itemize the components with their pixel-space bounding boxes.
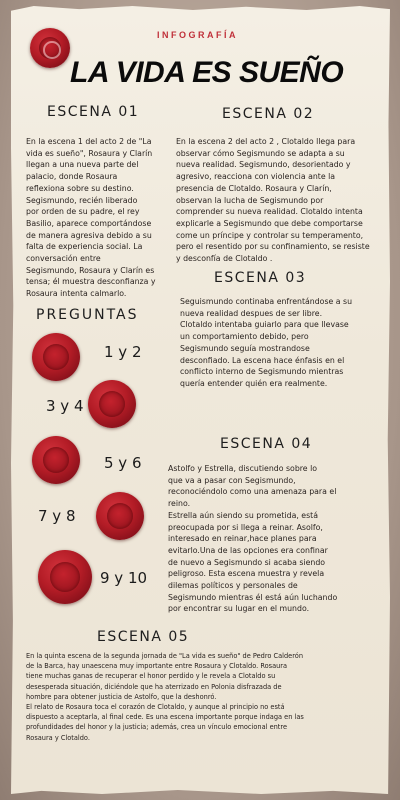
scene-1-text: En la escena 1 del acto 2 de "La vida es sueño", Rosaura y Clarín llegan a una nueva parte del palacio, donde Rosaura reflexiona sobre su destino. Segismundo, recién liberado por orden de su padre, el rey Basilio, aparece comportándose de manera agresiva debido a su falta de experiencia social. La conversación entre Segismundo, Rosaura y Clarín es tensa; él muestra desconfianza y Rosaura intenta calmarlo.	[26, 137, 156, 299]
scene-3-text: Seguismundo continaba enfrentándose a su nueva realidad despues de ser libre. Clotaldo intentaba guiarlo para que llevase un comportamiento debido, pero Segismundo seguía mostrandose desconfiado. La escena hace énfasis en el conflicto interno de Segismundo mientras quería entender quién era realmente.	[180, 297, 353, 388]
scene-3-heading: ESCENA 03	[214, 270, 307, 286]
wax-seal-icon	[38, 550, 92, 604]
wax-seal-icon	[88, 380, 136, 428]
preguntas-heading: PREGUNTAS	[36, 307, 139, 323]
question-label-4: 7 y 8	[38, 507, 76, 525]
wax-seal-icon	[32, 333, 80, 381]
scene-2-text: En la escena 2 del acto 2 , Clotaldo llega para observar cómo Segismundo se adapta a su nueva realidad. Segismundo, desorientado y agresivo, reacciona con violencia ante la presencia de Clotaldo. Rosaura y Clarín, observan la lucha de Segismundo por comprender su nueva realidad. Clotaldo intenta explicarle a Segismundo que debe comportarse come un príncipe y controlar su temperamento, pero el resentido por su confinamiento, se resiste y desconfía de Clotaldo .	[176, 137, 370, 264]
scene-2-heading: ESCENA 02	[222, 106, 315, 122]
kicker-label: INFOGRAFÍA	[157, 30, 238, 40]
scene-4-heading: ESCENA 04	[220, 436, 313, 452]
wax-seal-icon	[32, 436, 80, 484]
scene-4-text: Astolfo y Estrella, discutiendo sobre lo que va a pasar con Segismundo, reconociéndolo como una amenaza para el reino. Estrella aún siendo su prometida, está preocupada por si llega a reinar. Asolfo, interesado en reinar,hace planes para evitarlo.Una de las opciones era confinar de nuevo a Segismundo si acaba siendo peligroso. Esta escena muestra y revela dilemas políticos y personales de Segismundo mientras él está aún luchando por encontrar su lugar en el mundo.	[168, 464, 338, 614]
wax-seal-icon	[30, 28, 70, 68]
scene-1-heading: ESCENA 01	[47, 104, 140, 120]
wax-seal-icon	[96, 492, 144, 540]
question-label-5: 9 y 10	[100, 569, 148, 587]
question-label-3: 5 y 6	[104, 454, 142, 472]
page-title: LA VIDA ES SUEÑO	[70, 56, 344, 89]
scene-5-heading: ESCENA 05	[97, 629, 190, 645]
question-label-1: 1 y 2	[104, 343, 142, 361]
question-label-2: 3 y 4	[46, 397, 84, 415]
scene-5-text: En la quinta escena de la segunda jornada de "La vida es sueño" de Pedro Calderón de la Barca, hay unaescena muy importante entre Rosaura y Clotaldo. Rosaura tiene muchas ganas de recuperar el honor perdido y le revela a Clotaldo su desesperada situación, diciéndole que ha aterrizado en Polonia disfrazada de hombre para obtener justicia de Astolfo, que la deshonró. El relato de Rosaura toca el corazón de Clotaldo, y aunque al principio no está dispuesto a aceptarla, al final cede. Es una escena importante porque indaga en las profundidades del honor y la justicia; además, crea un vínculo emocional entre Rosaura y Clotaldo.	[26, 652, 304, 742]
